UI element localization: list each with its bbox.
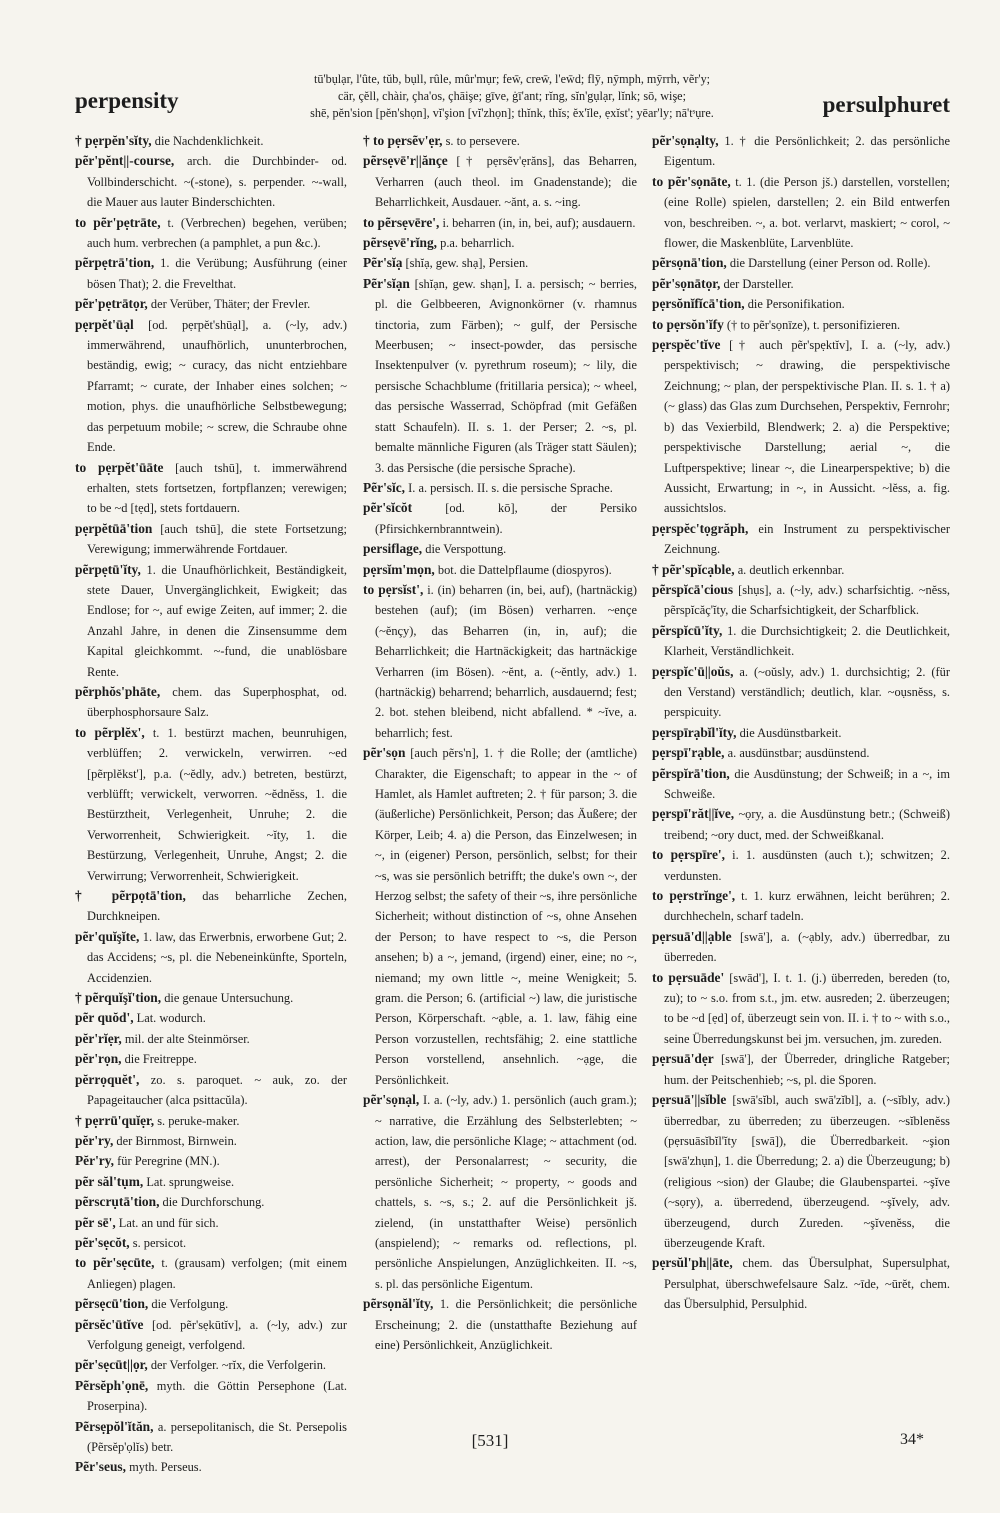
dictionary-entry — [652, 253, 950, 273]
dictionary-entry — [363, 539, 637, 559]
headword: pẽr'sọnātọr, — [652, 275, 721, 291]
dictionary-entry — [75, 1029, 347, 1049]
column-right — [652, 131, 950, 1413]
dictionary-entry — [75, 1070, 347, 1111]
definition: t. 1. bestürzt machen, beunruhigen, verblüffen; 2. verwickeln, verwirren. ~ed [pẽrplĕkst'], p.a. (~ĕdly, adv.) betreten, bestürzt, verblüfft; verwickelt, verworren. ~ĕdnĕss, 1. die Bestürztheit, Verlegenheit, Unruhe; 2. die Verworrenheit, Schwierigkeit. ~ĭty, 1. die Bestürzung, Verlegenheit, Unruhe, Angst; 2. die Verwirrung; Verworrenheit, Schwierigkeit. — [87, 725, 347, 883]
dictionary-entry — [75, 1294, 347, 1314]
definition: Lat. wodurch. — [136, 1011, 206, 1026]
definition: a. persepolitanisch, die St. Persepolis (Pẽrsĕp'ọlĭs) betr. — [87, 1419, 347, 1454]
definition: der Verfolger. ~rĭx, die Verfolgerin. — [150, 1358, 327, 1373]
headword: pẽr'sĭcŏt — [363, 500, 413, 516]
definition: i. beharren (in, in, bei, auf); ausdauern. — [442, 215, 636, 230]
headword: pẹrsŭl'ph||āte, — [652, 1255, 733, 1271]
headword: Pẽr'sĭạn — [363, 275, 410, 291]
dictionary-entry — [363, 1294, 637, 1355]
headword: pẹrspĕc'tĭve — [652, 337, 721, 353]
headword: pẽr sē', — [75, 1214, 116, 1230]
dictionary-entry — [363, 274, 637, 478]
definition: die Darstellung (einer Person od. Rolle). — [729, 256, 931, 271]
headword: pẽr săl'tụm, — [75, 1173, 144, 1189]
definition: [swā'sĭbl, auch swā'zĭbl], a. (~sĭbly, adv.) überredbar, zu überreden; zu überzeugen. ~sĭblenĕss (pẹrsuāsĭbĭl'ĭty [swā]), die Überredbarkeit. ~şion [swā'zhụn], 1. die Überredung; 2. a) die Überzeugung; b) (religious ~sion) der Glaube; die Glaubenspartei. ~şĭve (~sọry), a. überredend, überzeugend. ~şĭvely, adv. überzeugend, durch Zureden. ~şĭvenĕss, die überzeugende Kraft. — [664, 1093, 950, 1250]
dictionary-entry — [652, 519, 950, 560]
definition: die genaue Untersuchung. — [164, 991, 294, 1006]
headword: pẽrsẹvē'r||ănçe — [363, 153, 448, 169]
dictionary-entry — [652, 335, 950, 519]
definition: die Freitreppe. — [124, 1052, 197, 1067]
dictionary-entry — [75, 1457, 347, 1477]
headword: pẽr'pẹtrātọr, — [75, 296, 148, 312]
headword: pẽr'pĕnt||-course, — [75, 153, 175, 169]
dictionary-entry — [75, 1355, 347, 1375]
dictionary-entry — [652, 1090, 950, 1253]
definition: die Verspottung. — [425, 542, 507, 557]
definition: [od. pẽr'sẹkūtĭv], a. (~ly, adv.) zur Verfolgung geneigt, verfolgend. — [87, 1317, 347, 1352]
pronunciation-key-line: shē, pĕn'sion [pĕn'shọn], vĭ'şion [vĭ'zhọn]; thĭnk, thĭs; ĕx'ĭle, ẹxĭst'; yēar'ly; nā'tˢụre. — [310, 106, 714, 120]
definition: a. (~oŭsly, adv.) 1. durchsichtig; 2. (für den Verstand) verständlich; deutlich, klar. ~oụsnĕss, s. perspicuity. — [664, 664, 950, 720]
definition: († to pẽr'sọnīze), t. personifizieren. — [726, 317, 901, 332]
definition: s. peruke-maker. — [157, 1113, 240, 1128]
dictionary-entry — [363, 151, 637, 212]
dictionary-entry — [75, 519, 347, 560]
definition: mil. der alte Steinmörser. — [124, 1031, 250, 1046]
dictionary-entry — [652, 1253, 950, 1314]
right-guide-word: persulphuret — [822, 92, 950, 117]
definition: [swād'], I. t. 1. (j.) überreden, bereden (to, zu); to ~ s.o. from s.t., jm. etw. ausreden; 2. überzeugen; to be ~d [ẹd] of, überzeugt sein von. II. i. † to ~ with s.o., seine Überredungskunst bei jm. versuchen, jm. zureden. — [664, 970, 950, 1046]
headword: pẽrpẹtrā'tion, — [75, 255, 155, 271]
definition: die Verfolgung. — [151, 1297, 229, 1312]
dictionary-entry — [363, 560, 637, 580]
headword: pẽrsĕc'ūtĭve — [75, 1316, 144, 1332]
headword: to pẹrsĭst', — [363, 581, 424, 597]
dictionary-entry — [363, 233, 637, 253]
headword: pẹrsuā'dẹr — [652, 1051, 714, 1067]
definition: die Nachdenklichkeit. — [154, 134, 264, 148]
definition: der Birnmost, Birnwein. — [116, 1133, 237, 1148]
headword: Pẽr'sĭạ — [363, 255, 403, 271]
headword: † pẽrquĭşĭ'tion, — [75, 990, 162, 1006]
headword: pẽrsẹvē'rĭng, — [363, 235, 438, 251]
headword: to pẽrsẹvēre', — [363, 214, 440, 230]
headword: pẽrsẹcū'tion, — [75, 1296, 149, 1312]
headword: † to pẹrsẽv'ẹr, — [363, 133, 443, 148]
dictionary-entry — [75, 1213, 347, 1233]
definition: s. persicot. — [132, 1235, 187, 1250]
dictionary-entry — [75, 1151, 347, 1171]
headword: pĕrrọquĕt', — [75, 1071, 140, 1087]
headword: † pẹrrū'quĭẹr, — [75, 1112, 155, 1128]
column-left — [75, 131, 347, 1475]
headword: to pẹrpĕt'ūāte — [75, 459, 164, 475]
headword: pẽrspĭcā'cious — [652, 581, 734, 597]
headword: pẹrsŏnĭfĭcā'tion, — [652, 296, 745, 312]
headword: pẽrpẹtū'ĭty, — [75, 561, 141, 577]
definition: bot. die Dattelpflaume (diospyros). — [437, 562, 612, 577]
headword: pẹrpĕtūā'tion — [75, 520, 153, 536]
headword: pẽr'sẹcūt||ọr, — [75, 1357, 148, 1373]
dictionary-entry — [75, 131, 347, 151]
definition: [† auch pẽr'spẹktĭv], I. a. (~ly, adv.) perspektivisch; ~ drawing, die perspektivische Zeichnung; ~ plan, der perspektivische Plan. II. s. 1. † a) (~ glass) das Glas zum Durchsehen, Perspektiv, Fernrohr; b) das Vexierbild, Blendwerk; 2. a) die Perspektive; perspektivische Darstellung; aerial ~, die Luftperspektive; linear ~, die Linearperspektive; b) die Aussicht, Erwartung; in ~, in Aussicht. ~lĕss, a. fig. aussichtslos. — [664, 338, 950, 516]
headword: † pẹrpĕn'sĭty, — [75, 133, 152, 148]
dictionary-entry — [75, 1417, 347, 1458]
dictionary-entry — [75, 886, 347, 927]
headword: pẽrspĭrā'tion, — [652, 765, 730, 781]
definition: 1. die Verübung; Ausführung (einer bösen That); 2. die Frevelthat. — [87, 256, 347, 291]
dictionary-entry — [75, 1172, 347, 1192]
definition: 1. law, das Erwerbnis, erworbene Gut; 2. das Accidens; ~s, pl. die Nebeneinkünfte, Sporteln, Accidenzien. — [87, 929, 347, 985]
signature-mark: 34* — [900, 1431, 924, 1448]
pronunciation-key — [222, 71, 802, 122]
dictionary-entry — [652, 662, 950, 723]
dictionary-entry — [652, 723, 950, 743]
definition: das beharrliche Zechen, Durchkneipen. — [87, 889, 347, 924]
definition: p.a. beharrlich. — [440, 236, 515, 251]
headword: to pẽrplĕx', — [75, 724, 145, 740]
dictionary-entry — [75, 1192, 347, 1212]
column-middle — [363, 131, 637, 1413]
definition: [auch tshū], die stete Fortsetzung; Verewigung; immerwährende Fortdauer. — [87, 521, 347, 557]
headword: pẹrsĭm'mọn, — [363, 561, 435, 577]
definition: i. (in) beharren (in, bei, auf), (hartnäckig) bestehen (auf); (im Bösen) verharren. ~ençe (~ĕnçy), das Beharren (in, in, auf); die Beharrlichkeit; die Hartnäckigkeit; das hartnäckige Verharren (im Bösen). ~ĕnt, a. (~ĕntly, adv.) 1. (hartnäckig) beharrend; beharrlich, ausdauernd; fest; 2. bot. stehen bleibend, nicht abfallend. * ~ĭve, a. beharrlich; fest. — [375, 582, 637, 740]
headword: pẹrpĕt'ūạl — [75, 316, 134, 332]
headword: pẽr'quĭşĭte, — [75, 928, 140, 944]
definition: die Ausdünstung; der Schweiß; in a ~, im Schweiße. — [664, 766, 950, 801]
headword: pĕr'rọn, — [75, 1051, 122, 1067]
dictionary-entry — [75, 1376, 347, 1417]
headword: Pẽr'sĭc, — [363, 479, 406, 495]
definition: a. deutlich erkennbar. — [737, 562, 845, 577]
dictionary-entry — [652, 845, 950, 886]
definition: der Darsteller. — [723, 276, 794, 291]
definition: chem. das Superphosphat, od. überphosphorsaure Salz. — [87, 684, 347, 720]
dictionary-entry — [75, 1253, 347, 1294]
definition: t. 1. kurz erwähnen, leicht berühren; 2. durchhecheln, scharf tadeln. — [664, 889, 950, 924]
headword: pẹrspī'rạble, — [652, 745, 725, 761]
definition: s. to persevere. — [445, 134, 520, 148]
headword: to pẹrsŏn'ĭfy — [652, 316, 724, 332]
dictionary-entry — [75, 1111, 347, 1131]
dictionary-entry — [75, 1233, 347, 1253]
headword: pẽr quŏd', — [75, 1010, 134, 1026]
dictionary-entry — [363, 131, 637, 151]
headword: persiflage, — [363, 541, 423, 557]
dictionary-entry — [363, 580, 637, 743]
dictionary-entry — [652, 743, 950, 763]
definition: [† pẹrsẽv'ẹrăns], das Beharren, Verharren (auch theol. im Gnadenstande); die Beharrlichkeit, Ausdauer. ~ănt, a. s. ~ing. — [375, 154, 637, 210]
definition: 1. die Durchsichtigkeit; 2. die Deutlichkeit, Klarheit, Verständlichkeit. — [664, 623, 950, 659]
definition: Lat. an und für sich. — [118, 1215, 219, 1230]
headword: pĕr'ry, — [75, 1132, 114, 1148]
definition: [auch pẽrs'n], 1. † die Rolle; der (amtliche) Charakter, die Eigenschaft; to appear in the ~ of Hamlet, als Hamlet auftreten; 2. † für parson; 3. die (äußerliche) Persönlichkeit, Person; das Äußere; der Körper, Leib; 4. a) die Person, das Einzelwesen; in ~, in (eigener) Person, persönlich, selbst; for their ~s, was sie persönlich betrifft; the duke's own ~, der Herzog selbst; the safety of their ~s, ihre persönliche Sicherheit; without distinction of ~s, ohne Ansehen der Person; to have respect to ~s, die Person ansehen; b) a ~, jemand, (irgend) einer, eine; no ~, niemand; my own little ~, meine Wenigkeit; 5. gram. die Person; 6. (artificial ~) law, die juristische Person, Körperschaft. ~ạble, a. 1. law, fähig eine Person vorzustellen, rechtsfähig; 2. eine stattliche Person vorstellend, ansehnlich. ~ạge, die Persönlichkeit. — [375, 746, 637, 1087]
pronunciation-key-line: tū'bụlạr, l'ûte, tŭb, bụll, rûle, mûr'mụr; few̄, crew̄, l'ew̄d; flȳ, nȳmph, mȳrrh, vẽr'y; — [313, 72, 711, 86]
definition: arch. die Durchbinder- od. Vollbinderschicht. ~(-stone), s. perpender. ~-wall, die Mauer aus lauter Binderschichten. — [87, 154, 347, 210]
dictionary-entry — [363, 478, 637, 498]
headword: pẹrspĭc'ū||oŭs, — [652, 663, 734, 679]
definition: myth. Perseus. — [129, 1460, 202, 1475]
definition: I. a. persisch. II. s. die persische Sprache. — [408, 480, 613, 495]
dictionary-entry — [75, 1315, 347, 1356]
dictionary-entry — [363, 1090, 637, 1294]
headword: pẽr'sẹcŏt, — [75, 1234, 130, 1250]
dictionary-entry — [652, 580, 950, 621]
headword: Pẽr'seus, — [75, 1459, 126, 1475]
headword: to pẹrstrĭnge', — [652, 888, 736, 904]
dictionary-entry — [75, 213, 347, 254]
dictionary-entry — [75, 1049, 347, 1069]
dictionary-entry — [75, 294, 347, 314]
definition: a. ausdünstbar; ausdünstend. — [727, 746, 870, 761]
definition: die Durchforschung. — [162, 1195, 265, 1210]
headword: pẽr'sọnạl, — [363, 1092, 420, 1108]
definition: die Personifikation. — [747, 297, 845, 312]
dictionary-entry — [75, 1131, 347, 1151]
dictionary-entry — [652, 294, 950, 314]
headword: † pẽr'spĭcạble, — [652, 561, 735, 577]
definition: myth. die Göttin Persephone (Lat. Proserpina). — [87, 1378, 347, 1414]
dictionary-entry — [652, 172, 950, 254]
dictionary-entry — [652, 560, 950, 580]
dictionary-entry — [652, 1049, 950, 1090]
headword: pẽrspĭcū'ĭty, — [652, 622, 723, 638]
dictionary-entry — [75, 151, 347, 212]
dictionary-entry — [75, 315, 347, 458]
headword: to pẽr'pẹtrāte, — [75, 214, 161, 230]
definition: [swā'], a. (~ạbly, adv.) überredbar, zu überreden. — [664, 929, 951, 965]
definition: ~ọry, a. die Ausdünstung betr.; (Schweiß) treibend; ~ory duct, med. der Schweißkanal. — [664, 807, 950, 842]
headword: pẹrsuā'd||ạble — [652, 928, 732, 944]
headword: pẽrsọnăl'ĭty, — [363, 1296, 434, 1312]
dictionary-entry — [75, 723, 347, 886]
dictionary-entry — [363, 743, 637, 1090]
headword: pẹrspīrạbĭl'ĭty, — [652, 724, 737, 740]
dictionary-entry — [75, 927, 347, 988]
dictionary-entry — [363, 213, 637, 233]
dictionary-entry — [75, 988, 347, 1008]
headword: pĕr'rĭẹr, — [75, 1030, 122, 1046]
dictionary-entry — [363, 253, 637, 273]
dictionary-entry — [652, 764, 950, 805]
headword: † pẽrpọtā'tion, — [75, 888, 186, 904]
definition: 1. die Unaufhörlichkeit, Beständigkeit, stete Dauer, Unvergänglichkeit, Ewigkeit; das Endlose; for ~, auf ewige Zeiten, auf immer; 2. die Anzahl Jahre, in denen die Zinsensumme dem Kapital gleichkommt. ~-fund, die unablösbare Rente. — [87, 562, 347, 679]
headword: pẹrsuā'||sĭble — [652, 1092, 727, 1108]
headword: pẽrscrụtā'tion, — [75, 1194, 160, 1210]
definition: [shĭạ, gew. shạ], Persien. — [405, 256, 529, 271]
headword: pẽrphŏs'phāte, — [75, 683, 161, 699]
dictionary-entry — [363, 498, 637, 539]
definition: [od. kō], der Persiko (Pfirsichkernbranntwein). — [375, 501, 637, 536]
dictionary-entry — [652, 886, 950, 927]
dictionary-entry — [75, 682, 347, 723]
definition: t. 1. (die Person jš.) darstellen, vorstellen; (eine Rolle) spielen, darstellen; 2. ein Bild entwerfen von, beschreiben. ~, a. bot. verlarvt, maskiert; ~ corol, ~ flower, die Maskenblüte, Larvenblüte. — [664, 174, 950, 251]
page-number: [531] — [471, 1431, 509, 1450]
headword: to pẽr'sọnāte, — [652, 173, 731, 189]
dictionary-entry — [652, 274, 950, 294]
definition: [swā'], der Überreder, dringliche Ratgeber; hum. der Peitschenhieb; ~s, pl. die Sporen. — [664, 1052, 950, 1087]
definition: chem. das Übersulphat, Supersulphat, Persulphat, überschwefelsaure Salz. ~īde, ~ūrĕt, chem. das Übersulphid, Persulphid. — [664, 1256, 950, 1312]
headword: Pẽrsĕph'ọnē, — [75, 1377, 149, 1393]
dictionary-entry — [75, 560, 347, 682]
definition: t. (grausam) verfolgen; (mit einem Anliegen) plagen. — [87, 1256, 347, 1291]
dictionary-entry — [652, 621, 950, 662]
definition: die Ausdünstbarkeit. — [739, 725, 842, 740]
definition: i. 1. ausdünsten (auch t.); schwitzen; 2. verdunsten. — [664, 848, 950, 883]
dictionary-entry — [75, 253, 347, 294]
definition: I. a. (~ly, adv.) 1. persönlich (auch gram.); ~ narrative, die Erzählung des Selbsterlebten; ~ action, law, die persönliche Klage; ~ attachment (od. arrest), der Personalarrest; ~ security, die persönliche Sicherheit; ~ property, ~ goods and chattels, s. ~s, s.; 2. auf die Persönlichkeit jš. zielend, (in unstatthafter Weise) persönlich (anspielend); ~ remarks od. reflections, pl. persönliche Anspielungen, Anzüglichkeiten. II. ~s, s. pl. das persönliche Eigentum. — [375, 1093, 637, 1291]
dictionary-entry — [75, 458, 347, 519]
headword: pẽr'sọn — [363, 745, 406, 761]
definition: [shĭạn, gew. shạn], I. a. persisch; ~ berries, pl. die Gelbbeeren, Avignonkörner (v. rhamnus tinctoria, zum Färben); ~ gulf, der Persische Meerbusen; ~ insect-powder, das persische Insektenpulver (v. pyrethrum roseum); ~ lily, die persische Schachblume (fritillaria persica); ~ wheel, das persische Wasserrad, Schöpfrad (mit Gefäßen statt Schaufeln). II. s. 1. der Perser; 2. ~s, pl. bemalte männliche Figuren (als Träger statt Säulen); 3. das Persische (die persische Sprache). — [375, 276, 637, 475]
definition: für Peregrine (MN.). — [117, 1154, 220, 1169]
definition: der Verüber, Thäter; der Frevler. — [150, 297, 311, 312]
headword: pẽrsọnā'tion, — [652, 255, 727, 271]
headword: pẽr'sọnạlty, — [652, 133, 719, 148]
dictionary-entry — [652, 131, 950, 172]
pronunciation-key-line: cär, çĕll, chàir, çha'os, çhāişe; gīve, ġī'ant; rĭng, sĭn'gụlạr, lĭnk; sō, wişe; — [338, 89, 686, 103]
headword: Pĕr'ry, — [75, 1153, 115, 1169]
definition: [od. pẹrpĕt'shūạl], a. (~ly, adv.) immerwährend, unaufhörlich, ununterbrochen, beständig, ewig; ~ curacy, das nicht entziehbare Pfarramt; ~ curate, der Inhaber eines solchen; ~ motion, phys. die unaufhörliche Selbstbewegung; das perpetuum mobile; ~ screw, die Schraube ohne Ende. — [87, 317, 347, 455]
headword: Pẽrsẹpŏl'ĭtăn, — [75, 1418, 154, 1434]
headword: to pẹrsuāde' — [652, 969, 725, 985]
headword: pẹrspĕc'tọgrăph, — [652, 520, 749, 536]
definition: Lat. sprungweise. — [146, 1174, 235, 1189]
dictionary-entry — [652, 968, 950, 1050]
headword: pẹrspī'răt||ĭve, — [652, 806, 735, 822]
definition: [shụs], a. (~ly, adv.) scharfsichtig. ~nĕss, pẽrspĭcăç'ĭty, die Scharfsichtigkeit, der Scharfblick. — [664, 582, 950, 618]
definition: t. (Verbrechen) begehen, verüben; auch hum. verbrechen (a pamphlet, a pun &c.). — [87, 215, 347, 251]
headword: to pẽr'sẹcūte, — [75, 1255, 155, 1271]
dictionary-entry — [652, 315, 950, 335]
definition: [auch tshū], t. immerwährend erhalten, stets fortsetzen, fortpflanzen; verewigen; to be ~d [tẹd], stets fortdauern. — [87, 460, 347, 516]
headword: to pẹrspīre', — [652, 847, 725, 863]
definition: 1. † die Persönlichkeit; 2. das persönliche Eigentum. — [664, 134, 950, 169]
definition: zo. s. paroquet. ~ auk, zo. der Papageitaucher (alca psittacŭla). — [87, 1072, 347, 1108]
dictionary-entry — [652, 804, 950, 845]
left-guide-word: perpensity — [75, 88, 179, 113]
definition: ein Instrument zu perspektivischer Zeichnung. — [664, 521, 950, 557]
definition: 1. die Persönlichkeit; die persönliche Erscheinung; 2. die (unstatthafte Beziehung auf eine) Persönlichkeit, Anzüglichkeit. — [375, 1297, 638, 1352]
dictionary-entry — [75, 1008, 347, 1028]
dictionary-entry — [652, 927, 950, 968]
